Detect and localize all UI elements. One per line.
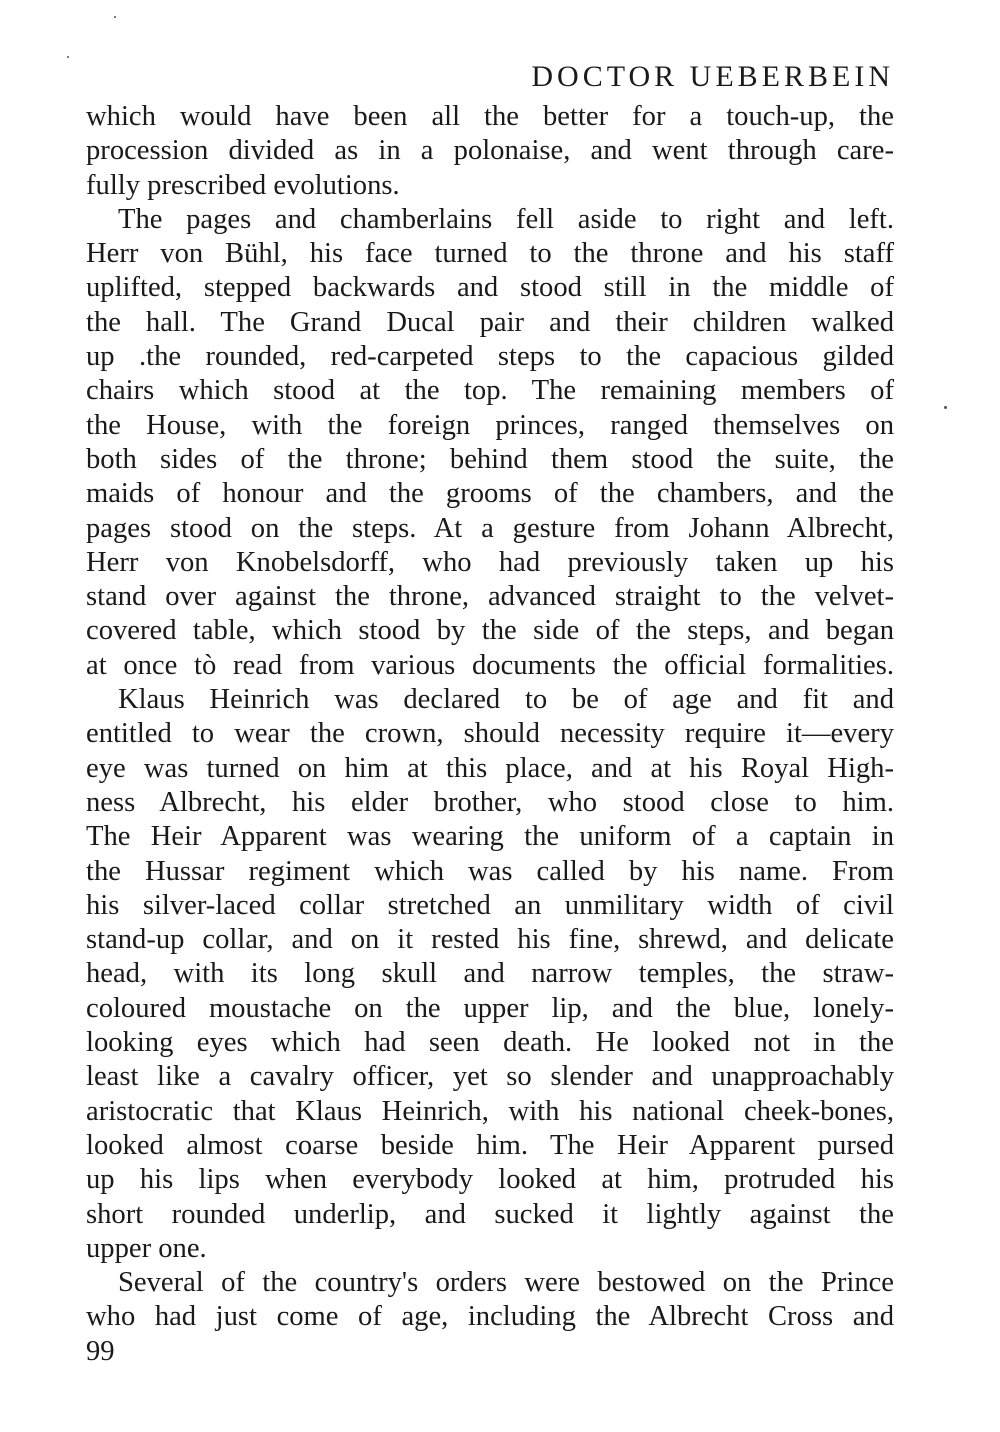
text-line: his silver-laced collar stretched an unmilitary width of civil	[86, 889, 894, 921]
text-line: Klaus Heinrich was declared to be of age and fit and	[118, 684, 894, 716]
text-line: entitled to wear the crown, should necessity require it—every	[86, 718, 894, 750]
paragraph	[86, 203, 894, 683]
text-line: stand over against the throne, advanced straight to the velvet-	[86, 581, 894, 613]
print-speck	[114, 16, 116, 18]
text-line: upper one.	[86, 1232, 207, 1264]
paragraph	[86, 683, 894, 1266]
paragraph	[86, 1266, 894, 1335]
text-line: at once tò read from various documents the official formalities.	[86, 649, 894, 681]
print-speck	[67, 56, 69, 58]
text-line: up .the rounded, red-carpeted steps to the capacious gilded	[86, 341, 894, 373]
text-line: eye was turned on him at this place, and at his Royal High-	[86, 752, 894, 784]
text-line: coloured moustache on the upper lip, and the blue, lonely-	[86, 992, 894, 1024]
text-line: the House, with the foreign princes, ranged themselves on	[86, 409, 894, 441]
text-line: stand-up collar, and on it rested his fine, shrewd, and delicate	[86, 924, 894, 956]
text-line: maids of honour and the grooms of the chambers, and the	[86, 478, 894, 510]
text-line: The Heir Apparent was wearing the uniform of a captain in	[86, 821, 894, 853]
running-head: DOCTOR UEBERBEIN	[531, 60, 894, 93]
text-line: pages stood on the steps. At a gesture from Johann Albrecht,	[86, 512, 894, 544]
text-line: Herr von Knobelsdorff, who had previously taken up his	[86, 546, 894, 578]
body-text	[86, 100, 894, 1335]
text-line: procession divided as in a polonaise, and went through care-	[86, 135, 894, 167]
text-line: The pages and chamberlains fell aside to right and left.	[118, 203, 894, 235]
text-line: chairs which stood at the top. The remaining members of	[86, 375, 894, 407]
text-line: looked almost coarse beside him. The Heir Apparent pursed	[86, 1129, 894, 1161]
paragraph	[86, 100, 894, 203]
text-line: which would have been all the better for a touch-up, the	[86, 101, 894, 132]
text-line: the Hussar regiment which was called by his name. From	[86, 855, 894, 887]
text-line: head, with its long skull and narrow temples, the straw-	[86, 958, 894, 990]
text-line: covered table, which stood by the side of the steps, and began	[86, 615, 894, 647]
book-page	[86, 60, 894, 1369]
text-line: Several of the country's orders were bestowed on the Prince	[118, 1267, 894, 1299]
text-line: up his lips when everybody looked at him, protruded his	[86, 1164, 894, 1196]
text-line: least like a cavalry officer, yet so slender and unapproachably	[86, 1061, 894, 1093]
page-number: 99	[86, 1335, 115, 1367]
text-line: fully prescribed evolutions.	[86, 169, 400, 201]
text-line: ness Albrecht, his elder brother, who stood close to him.	[86, 786, 894, 818]
text-line: the hall. The Grand Ducal pair and their children walked	[86, 306, 894, 338]
text-line: who had just come of age, including the Albrecht Cross and	[86, 1301, 894, 1333]
text-line: uplifted, stepped backwards and stood still in the middle of	[86, 272, 894, 304]
text-line: both sides of the throne; behind them stood the suite, the	[86, 443, 894, 475]
text-line: aristocratic that Klaus Heinrich, with his national cheek-bones,	[86, 1095, 894, 1127]
text-line: looking eyes which had seen death. He looked not in the	[86, 1027, 894, 1059]
print-speck	[944, 406, 947, 409]
text-line: short rounded underlip, and sucked it lightly against the	[86, 1198, 894, 1230]
text-line: Herr von Bühl, his face turned to the throne and his staff	[86, 238, 894, 270]
